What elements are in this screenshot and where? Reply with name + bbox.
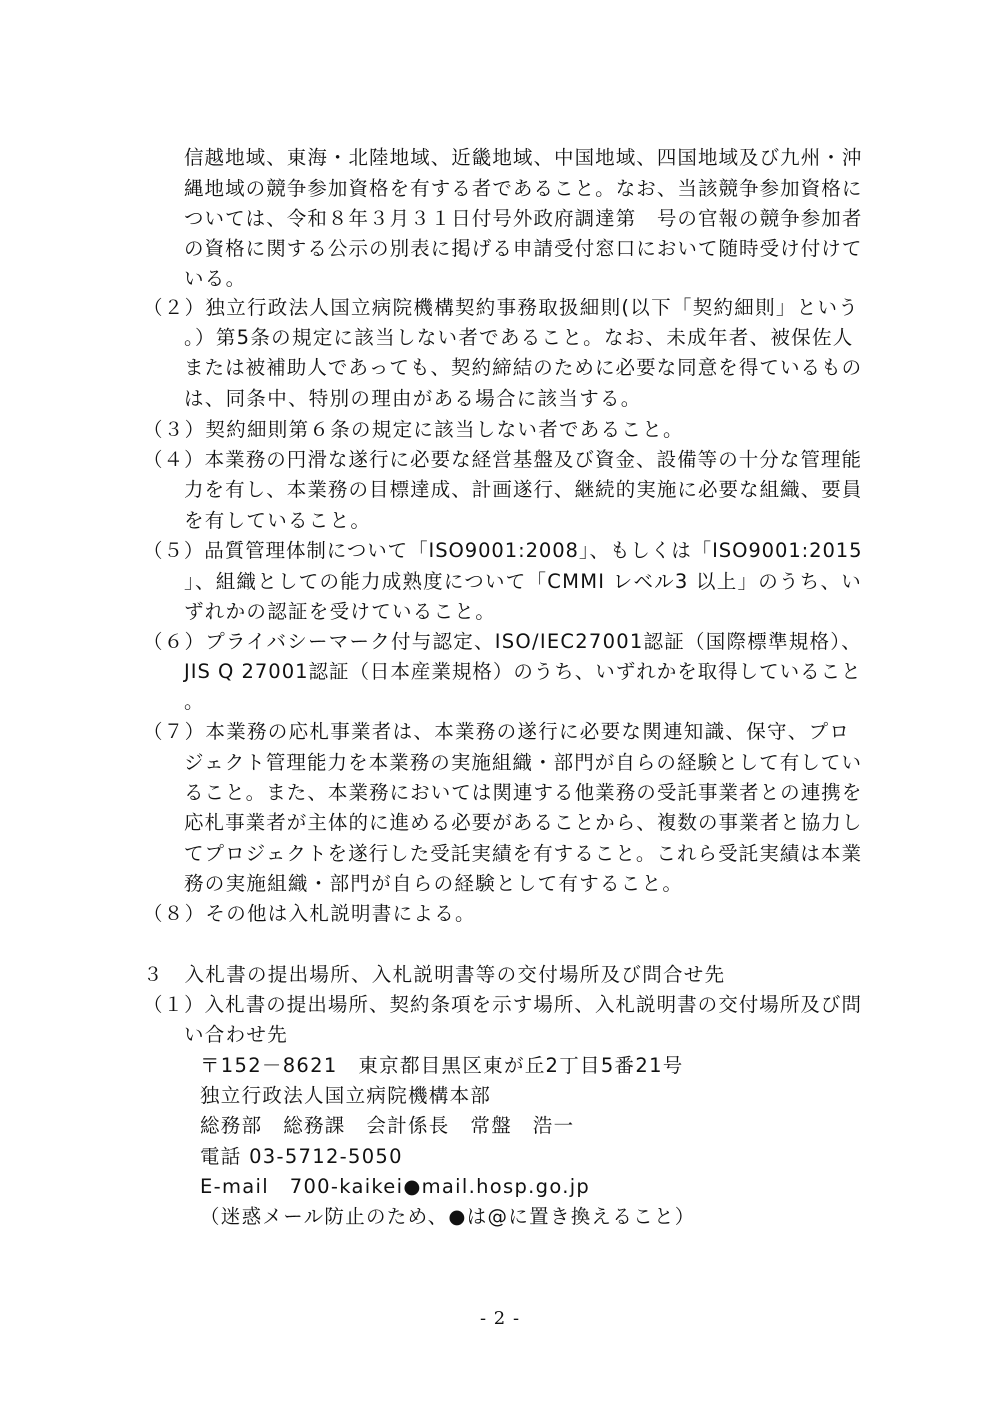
list-item-5: （５）品質管理体制について「ISO9001:2008」、もしくは「ISO9001:2015	[143, 539, 863, 562]
text-line: JIS Q 27001認証（日本産業規格）のうち、いずれかを取得していること	[184, 660, 862, 683]
text-line: の資格に関する公示の別表に掲げる申請受付窓口において随時受け付けて	[184, 237, 863, 260]
list-item-1: （１）入札書の提出場所、契約条項を示す場所、入札説明書の交付場所及び問	[143, 993, 863, 1016]
text-line: 応札事業者が主体的に進める必要があることから、複数の事業者と協力し	[184, 811, 863, 834]
section-heading-3: ３ 入札書の提出場所、入札説明書等の交付場所及び問合せ先	[143, 963, 726, 986]
text-line: ついては、令和８年３月３１日付号外政府調達第 号の官報の競争参加者	[184, 207, 863, 230]
text-line: 」、組織としての能力成熟度について「CMMI レベル3 以上」のうち、い	[184, 570, 862, 593]
text-line: 。）第5条の規定に該当しない者であること。なお、未成年者、被保佐人	[184, 326, 854, 349]
phone-number: 電話 03-5712-5050	[200, 1145, 403, 1168]
list-item-6: （６）プライバシーマーク付与認定、ISO/IEC27001認証（国際標準規格）、	[143, 630, 863, 653]
text-line: 信越地域、東海・北陸地域、近畿地域、中国地域、四国地域及び九州・沖	[184, 146, 863, 169]
list-item-8: （８）その他は入札説明書による。	[143, 902, 476, 925]
list-item-7: （７）本業務の応札事業者は、本業務の遂行に必要な関連知識、保守、プロ	[143, 720, 851, 743]
text-line: を有していること。	[184, 509, 372, 532]
text-line: い合わせ先	[184, 1023, 289, 1046]
email-address: E-mail 700-kaikei●mail.hosp.go.jp	[200, 1175, 591, 1198]
text-line: 務の実施組織・部門が自らの経験として有すること。	[184, 872, 684, 895]
postal-address: 〒152－8621 東京都目黒区東が丘2丁目5番21号	[200, 1054, 684, 1077]
email-note: （迷惑メール防止のため、●は@に置き換えること）	[200, 1205, 696, 1228]
page-number: - 2 -	[479, 1308, 521, 1329]
text-line: 。	[184, 690, 205, 713]
text-line: または被補助人であっても、契約締結のために必要な同意を得ているもの	[184, 356, 863, 379]
text-line: いる。	[184, 267, 247, 290]
text-line: ジェクト管理能力を本業務の実施組織・部門が自らの経験として有してい	[184, 751, 863, 774]
list-item-2: （２）独立行政法人国立病院機構契約事務取扱細則(以下「契約細則」という	[143, 296, 860, 319]
text-line: 力を有し、本業務の目標達成、計画遂行、継続的実施に必要な組織、要員	[184, 478, 863, 501]
list-item-4: （４）本業務の円滑な遂行に必要な経営基盤及び資金、設備等の十分な管理能	[143, 448, 863, 471]
contact-person: 総務部 総務課 会計係長 常盤 浩一	[200, 1114, 575, 1137]
text-line: てプロジェクトを遂行した受託実績を有すること。これら受託実績は本業	[184, 842, 863, 865]
text-line: 縄地域の競争参加資格を有する者であること。なお、当該競争参加資格に	[184, 177, 863, 200]
text-line: は、同条中、特別の理由がある場合に該当する。	[184, 387, 642, 410]
text-line: ずれかの認証を受けていること。	[184, 600, 497, 623]
list-item-3: （３）契約細則第６条の規定に該当しない者であること。	[143, 418, 684, 441]
organization-name: 独立行政法人国立病院機構本部	[200, 1084, 492, 1107]
text-line: ること。また、本業務においては関連する他業務の受託事業者との連携を	[184, 781, 863, 804]
